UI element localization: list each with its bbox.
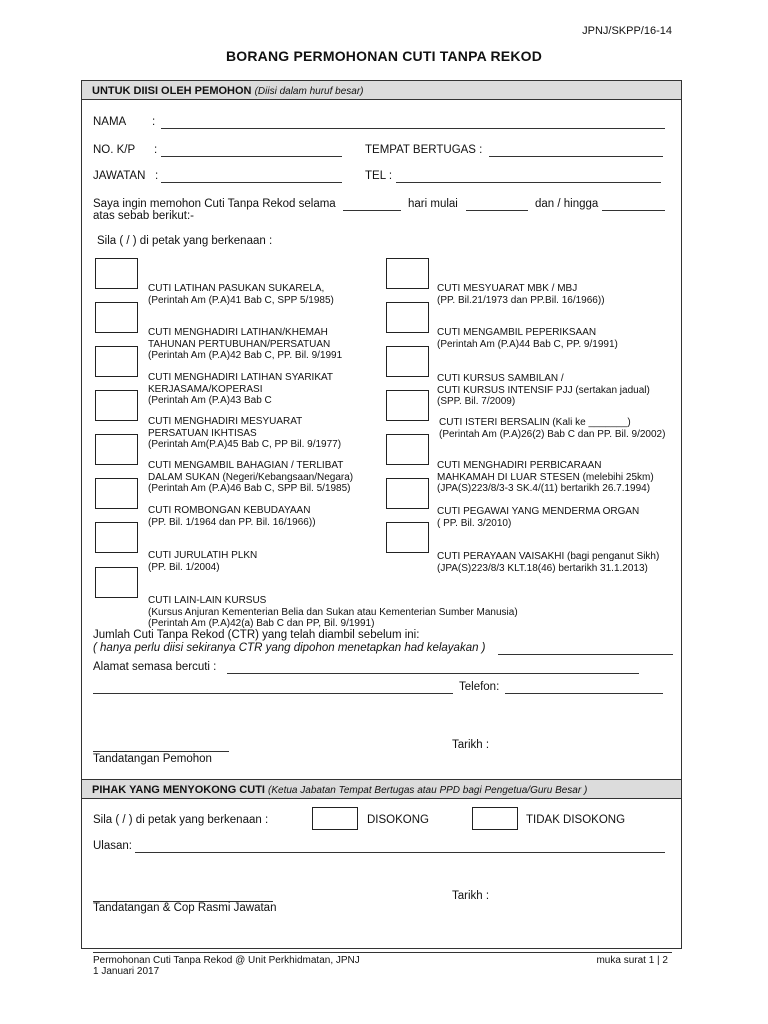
section-applicant-header: [82, 80, 681, 100]
alamat-field[interactable]: [227, 673, 639, 674]
option-perayaan-vaisakhi: CUTI PERAYAAN VAISAKHI (bagi penganut Sikh) (JPA(S)223/8/3 KLT.18(46) bertarikh 31.1.2013): [437, 551, 660, 574]
ulasan-label: Ulasan:: [93, 840, 132, 852]
page-title: BORANG PERMOHONAN CUTI TANPA REKOD: [225, 48, 543, 64]
nokp-field[interactable]: [161, 156, 342, 157]
request-text-4: atas sebab berikut:-: [93, 210, 195, 222]
alamat-field-line2[interactable]: [93, 693, 453, 694]
option-mesyuarat-mbk-mbj: CUTI MESYUARAT MBK / MBJ (PP. Bil.21/1973 dan PP.Bil. 16/1966)): [437, 283, 605, 306]
checkbox-mesyuarat-persatuan-ikhtisas[interactable]: [95, 390, 138, 421]
checkbox-isteri-bersalin[interactable]: [386, 390, 429, 421]
alamat-label: Alamat semasa bercuti :: [93, 661, 217, 673]
jumlah-ctr-note: ( hanya perlu diisi sekiranya CTR yang dipohon menetapkan had kelayakan ): [93, 642, 486, 654]
option-latihan-khemah-tahunan: CUTI MENGHADIRI LATIHAN/KHEMAH TAHUNAN PERTUBUHAN/PERSATUAN (Perintah Am (P.A)42 Bab C, PP. Bil. 9/1991: [148, 327, 343, 361]
disokong-label: DISOKONG: [367, 814, 429, 826]
checkbox-perayaan-vaisakhi[interactable]: [386, 522, 429, 553]
option-peperiksaan: CUTI MENGAMBIL PEPERIKSAAN (Perintah Am (P.A)44 Bab C, PP. 9/1991): [437, 327, 618, 350]
applicant-signature-label: Tandatangan Pemohon: [93, 753, 212, 765]
option-jurulatih-plkn: CUTI JURULATIH PLKN (PP. Bil. 1/2004): [148, 550, 258, 573]
checkbox-bahagian-sukan[interactable]: [95, 434, 138, 465]
end-date-field[interactable]: [602, 210, 665, 211]
section-applicant-title: UNTUK DIISI OLEH PEMOHON: [92, 85, 252, 97]
section-applicant-note: (Diisi dalam huruf besar): [254, 86, 364, 97]
form-reference: JPNJ/SKPP/16-14: [582, 25, 672, 37]
option-bahagian-sukan: CUTI MENGAMBIL BAHAGIAN / TERLIBAT DALAM SUKAN (Negeri/Kebangsaan/Negara) (Perintah Am (P.A)46 Bab C, SPP Bil. 5/1985): [148, 460, 354, 494]
label-tempat-bertugas: TEMPAT BERTUGAS :: [365, 144, 483, 156]
option-lain-lain-kursus: CUTI LAIN-LAIN KURSUS (Kursus Anjuran Kementerian Belia dan Sukan atau Kementerian Sumber Manusia) (Perintah Am (P.A)42(a) Bab C dan PP, Bil. 9/1991): [148, 595, 518, 629]
request-text-3: dan / hingga: [535, 198, 599, 210]
page-number: muka surat 1 | 2: [596, 955, 668, 966]
checkbox-peperiksaan[interactable]: [386, 302, 429, 333]
applicant-date-label: Tarikh :: [452, 739, 490, 751]
option-kursus-sambilan: CUTI KURSUS SAMBILAN / CUTI KURSUS INTENSIF PJJ (sertakan jadual) (SPP. Bil. 7/2009): [437, 373, 650, 407]
checkbox-latihan-khemah-tahunan[interactable]: [95, 302, 138, 333]
option-mesyuarat-persatuan-ikhtisas: CUTI MENGHADIRI MESYUARAT PERSATUAN IKHTISAS (Perintah Am(P.A)45 Bab C, PP Bil. 9/1977): [148, 416, 342, 450]
checkbox-kursus-sambilan[interactable]: [386, 346, 429, 377]
jawatan-field[interactable]: [161, 182, 342, 183]
option-latihan-pasukan-sukarela: CUTI LATIHAN PASUKAN SUKARELA, (Perintah Am (P.A)41 Bab C, SPP 5/1985): [148, 283, 334, 306]
request-text-1: Saya ingin memohon Cuti Tanpa Rekod selama: [93, 198, 336, 210]
checkbox-latihan-syarikat-kerjasama[interactable]: [95, 346, 138, 377]
tempat-bertugas-field[interactable]: [489, 156, 663, 157]
footer-left-line2: 1 Januari 2017: [93, 966, 160, 977]
ulasan-field[interactable]: [135, 852, 665, 853]
option-isteri-bersalin: CUTI ISTERI BERSALIN (Kali ke _______) (Perintah Am (P.A)26(2) Bab C dan PP. Bil. 9/2002): [439, 417, 666, 440]
supporter-date-label: Tarikh :: [452, 890, 490, 902]
applicant-signature-field[interactable]: [93, 751, 229, 752]
label-tel: TEL :: [365, 170, 393, 182]
option-derma-organ: CUTI PEGAWAI YANG MENDERMA ORGAN ( PP. Bil. 3/2010): [437, 506, 640, 529]
checkbox-derma-organ[interactable]: [386, 478, 429, 509]
footer-divider: [93, 952, 672, 953]
request-text-2: hari mulai: [408, 198, 458, 210]
colon: :: [155, 170, 159, 182]
option-rombongan-kebudayaan: CUTI ROMBONGAN KEBUDAYAAN (PP. Bil. 1/1964 dan PP. Bil. 16/1966)): [148, 505, 316, 528]
checkbox-perbicaraan-mahkamah[interactable]: [386, 434, 429, 465]
option-latihan-syarikat-kerjasama: CUTI MENGHADIRI LATIHAN SYARIKAT KERJASAMA/KOPERASI (Perintah Am (P.A)43 Bab C: [148, 372, 334, 406]
telefon-label: Telefon:: [459, 681, 500, 693]
support-instruction: Sila ( / ) di petak yang berkenaan :: [93, 814, 269, 826]
checkbox-latihan-pasukan-sukarela[interactable]: [95, 258, 138, 289]
section-supporter-note: (Ketua Jabatan Tempat Bertugas atau PPD bagi Pengetua/Guru Besar ): [268, 785, 588, 796]
label-nama: NAMA: [93, 116, 127, 128]
label-nokp: NO. K/P: [93, 144, 136, 156]
checkbox-lain-lain-kursus[interactable]: [95, 567, 138, 598]
checkbox-tidak-disokong[interactable]: [472, 807, 518, 830]
checkbox-disokong[interactable]: [312, 807, 358, 830]
colon: :: [152, 116, 156, 128]
duration-field[interactable]: [343, 210, 401, 211]
section-supporter-header: [82, 779, 681, 799]
checkbox-mesyuarat-mbk-mbj[interactable]: [386, 258, 429, 289]
instruction: Sila ( / ) di petak yang berkenaan :: [97, 235, 273, 247]
checkbox-jurulatih-plkn[interactable]: [95, 522, 138, 553]
footer-left-line1: Permohonan Cuti Tanpa Rekod @ Unit Perkhidmatan, JPNJ: [93, 955, 360, 966]
option-perbicaraan-mahkamah: CUTI MENGHADIRI PERBICARAAN MAHKAMAH DI LUAR STESEN (melebihi 25km) (JPA(S)223/8/3-3 SK.4/(11) bertarikh 26.7.1994): [437, 460, 654, 494]
jumlah-ctr-field[interactable]: [498, 654, 673, 655]
colon: :: [154, 144, 158, 156]
tidak-disokong-label: TIDAK DISOKONG: [526, 814, 626, 826]
start-date-field[interactable]: [466, 210, 528, 211]
telefon-field[interactable]: [505, 693, 663, 694]
label-jawatan: JAWATAN: [93, 170, 146, 182]
section-supporter-title: PIHAK YANG MENYOKONG CUTI: [92, 784, 265, 796]
tel-field[interactable]: [396, 182, 661, 183]
checkbox-rombongan-kebudayaan[interactable]: [95, 478, 138, 509]
jumlah-ctr-label: Jumlah Cuti Tanpa Rekod (CTR) yang telah diambil sebelum ini:: [93, 629, 420, 641]
nama-field[interactable]: [161, 128, 665, 129]
supporter-signature-label: Tandatangan & Cop Rasmi Jawatan: [93, 902, 277, 914]
